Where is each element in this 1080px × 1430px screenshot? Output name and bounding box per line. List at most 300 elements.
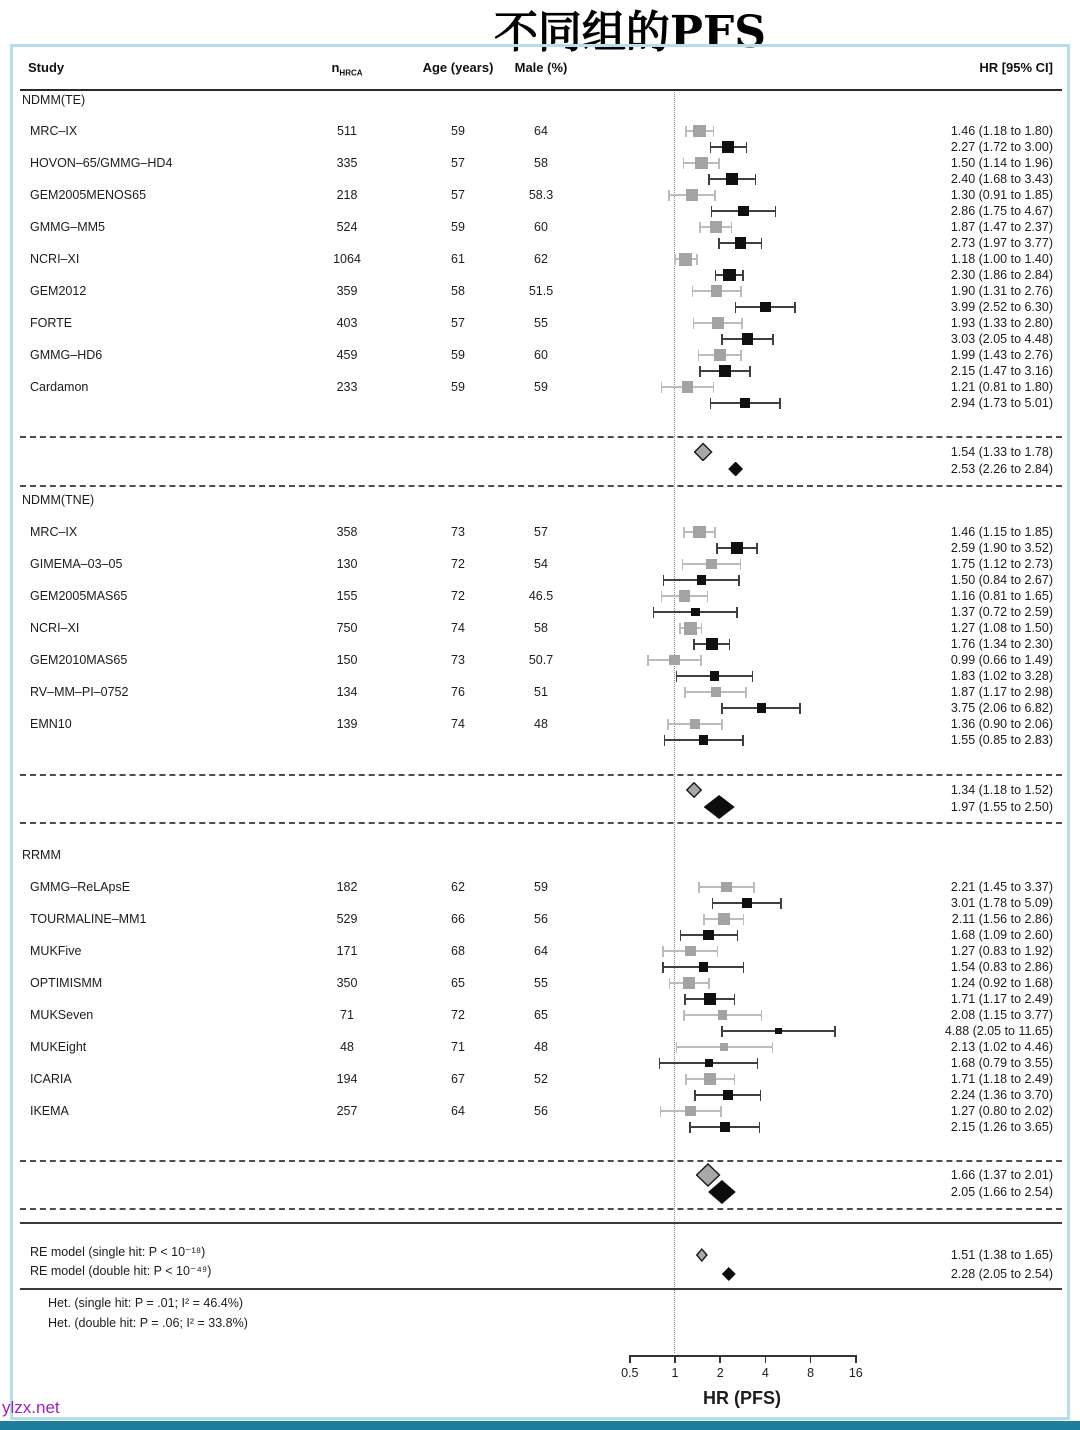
study-n-hrca: 71: [340, 1008, 354, 1022]
study-age: 64: [451, 1104, 465, 1118]
x-axis-tick: [855, 1355, 857, 1363]
hr-value-text: 2.11 (1.56 to 2.86): [951, 912, 1053, 926]
ci-cap-right: [700, 655, 702, 666]
x-axis-label: HR (PFS): [703, 1388, 781, 1408]
x-axis-tick: [629, 1355, 631, 1363]
ci-cap-right: [734, 994, 736, 1005]
point-estimate-square: [706, 638, 718, 650]
study-n-hrca: 335: [336, 156, 358, 170]
ci-cap-left: [710, 398, 712, 409]
point-estimate-square: [682, 381, 693, 392]
ci-cap-left: [715, 270, 717, 281]
ci-cap-left: [735, 302, 737, 313]
hr-value-text: 3.75 (2.06 to 6.82): [950, 701, 1053, 715]
point-estimate-square: [679, 590, 690, 601]
hr-value-text: 1.30 (0.91 to 1.85): [950, 188, 1053, 202]
hr-value-text: 1.21 (0.81 to 1.80): [950, 380, 1053, 394]
study-male-pct: 51.5: [528, 284, 554, 298]
x-axis-tick-label: 1: [671, 1366, 679, 1380]
point-estimate-square: [669, 655, 680, 666]
study-n-hrca: 134: [336, 685, 358, 699]
study-label: GIMEMA–03–05: [30, 557, 123, 571]
ci-cap-right: [756, 543, 758, 554]
point-estimate-square: [699, 735, 708, 744]
ci-cap-right: [720, 1106, 722, 1117]
ci-cap-left: [693, 639, 695, 650]
watermark: ylzx.net: [2, 1398, 60, 1417]
ci-cap-right: [737, 930, 739, 941]
hr-value-text: 2.86 (1.75 to 4.67): [950, 204, 1053, 218]
hr-value-text: 1.54 (0.83 to 2.86): [950, 960, 1053, 974]
study-age: 71: [451, 1040, 465, 1054]
ci-cap-left: [689, 1122, 691, 1133]
hr-value-text: 1.27 (0.80 to 2.02): [950, 1104, 1053, 1118]
ci-cap-left: [662, 946, 664, 957]
point-estimate-square: [718, 1010, 727, 1019]
point-estimate-square: [706, 559, 717, 570]
study-label: OPTIMISMM: [30, 976, 103, 990]
ci-cap-left: [703, 914, 705, 925]
ci-cap-right: [760, 1090, 762, 1101]
study-label: GEM2010MAS65: [30, 653, 128, 667]
study-age: 58: [451, 284, 465, 298]
ci-cap-right: [713, 382, 715, 393]
hr-value-text: 2.08 (1.15 to 3.77): [950, 1008, 1053, 1022]
hr-value-text: 1.37 (0.72 to 2.59): [950, 605, 1053, 619]
study-age: 59: [451, 220, 465, 234]
study-age: 59: [451, 124, 465, 138]
point-estimate-square: [722, 141, 734, 153]
ci-cap-left: [660, 1106, 662, 1117]
point-estimate-square: [718, 913, 730, 925]
ci-cap-left: [661, 382, 663, 393]
study-age: 73: [451, 653, 465, 667]
ci-cap-right: [743, 914, 745, 925]
ci-cap-left: [668, 190, 670, 201]
study-label: EMN10: [30, 717, 72, 731]
dashed-separator: [20, 1160, 1062, 1162]
dashed-separator: [20, 436, 1062, 438]
hr-value-text: 1.18 (1.00 to 1.40): [950, 252, 1053, 266]
study-n-hrca: 130: [336, 557, 358, 571]
hr-value-text: 2.94 (1.73 to 5.01): [950, 396, 1053, 410]
study-label: GMMG–HD6: [30, 348, 103, 362]
hr-value-text: 0.99 (0.66 to 1.49): [950, 653, 1053, 667]
re-model-label: RE model (double hit: P < 10⁻⁴⁹): [30, 1264, 212, 1278]
point-estimate-square: [775, 1028, 782, 1035]
ci-cap-right: [714, 190, 716, 201]
ci-cap-left: [669, 978, 671, 989]
point-estimate-square: [719, 365, 730, 376]
hr-value-text: 2.27 (1.72 to 3.00): [950, 140, 1053, 154]
study-n-hrca: 511: [337, 124, 357, 138]
ci-cap-left: [683, 1010, 685, 1021]
ci-cap-left: [659, 1058, 661, 1069]
ci-cap-left: [683, 158, 685, 169]
ci-cap-left: [708, 174, 710, 185]
ci-cap-left: [711, 206, 713, 217]
hr-value-text: 1.75 (1.12 to 2.73): [950, 557, 1053, 571]
column-header-study: Study: [28, 60, 65, 75]
point-estimate-square: [704, 1073, 715, 1084]
study-male-pct: 46.5: [528, 589, 554, 603]
study-n-hrca: 350: [336, 976, 358, 990]
point-estimate-square: [711, 687, 721, 697]
hr-value-text: 1.90 (1.31 to 2.76): [950, 284, 1053, 298]
point-estimate-square: [693, 125, 706, 138]
ci-cap-left: [685, 1074, 687, 1085]
ci-cap-right: [742, 735, 744, 746]
ci-cap-left: [662, 962, 664, 973]
ci-cap-left: [684, 687, 686, 698]
hr-value-text: 2.30 (1.86 to 2.84): [950, 268, 1053, 282]
hr-value-text: 1.34 (1.18 to 1.52): [950, 783, 1053, 797]
point-estimate-square: [685, 946, 696, 957]
ci-cap-right: [740, 350, 742, 361]
hr-value-text: 4.88 (2.05 to 11.65): [944, 1024, 1053, 1038]
point-estimate-square: [760, 302, 771, 313]
ci-cap-left: [721, 703, 723, 714]
study-label: MRC–IX: [30, 124, 78, 138]
column-header-nhrca: [297, 60, 397, 78]
ci-cap-right: [714, 527, 716, 538]
ci-cap-right: [729, 639, 731, 650]
study-label: GEM2012: [30, 284, 87, 298]
ci-cap-left: [676, 1042, 678, 1053]
ci-cap-right: [713, 126, 715, 137]
point-estimate-square: [684, 622, 697, 635]
ci-cap-right: [752, 671, 754, 682]
study-n-hrca: 233: [336, 380, 358, 394]
study-male-pct: 64: [534, 944, 548, 958]
ci-cap-left: [680, 930, 682, 941]
x-axis-tick-label: 0.5: [621, 1366, 639, 1380]
ci-cap-right: [779, 398, 781, 409]
study-label: NCRI–XI: [30, 252, 80, 266]
study-n-hrca: 529: [336, 912, 358, 926]
study-n-hrca: 403: [336, 316, 358, 330]
ci-cap-right: [707, 591, 709, 602]
point-estimate-square: [695, 157, 707, 169]
ci-cap-right: [741, 318, 743, 329]
dashed-separator: [20, 485, 1062, 487]
hr-value-text: 1.24 (0.92 to 1.68): [950, 976, 1053, 990]
study-n-hrca: 182: [336, 880, 358, 894]
study-age: 67: [451, 1072, 465, 1086]
point-estimate-square: [735, 237, 747, 249]
study-age: 72: [451, 589, 465, 603]
hr-value-text: 2.15 (1.47 to 3.16): [950, 364, 1053, 378]
study-n-hrca: 194: [336, 1072, 358, 1086]
hr-value-text: 1.68 (0.79 to 3.55): [950, 1056, 1053, 1070]
study-label: GMMG–MM5: [30, 220, 105, 234]
footer-divider-line: [20, 1288, 1062, 1290]
point-estimate-square: [742, 333, 753, 344]
ci-cap-left: [721, 1026, 723, 1037]
study-label: GEM2005MAS65: [30, 589, 128, 603]
hr-value-text: 1.46 (1.18 to 1.80): [950, 124, 1053, 138]
column-header-male: Male (%): [514, 60, 568, 75]
study-male-pct: 58.3: [528, 188, 554, 202]
study-label: MUKFive: [30, 944, 82, 958]
hr-value-text: 2.73 (1.97 to 3.77): [950, 236, 1053, 250]
ci-cap-left: [698, 350, 700, 361]
x-axis-tick: [719, 1355, 721, 1363]
study-male-pct: 54: [534, 557, 548, 571]
hr-value-text: 1.50 (0.84 to 2.67): [950, 573, 1053, 587]
ci-cap-left: [664, 735, 666, 746]
bottom-bar: [0, 1421, 1080, 1430]
point-estimate-square: [697, 575, 706, 584]
study-male-pct: 56: [534, 1104, 548, 1118]
point-estimate-square: [731, 542, 743, 554]
study-n-hrca: 48: [340, 1040, 354, 1054]
point-estimate-square: [691, 608, 700, 617]
ci-cap-left: [721, 334, 723, 345]
hr-value-text: 2.21 (1.45 to 3.37): [950, 880, 1053, 894]
hr-value-text: 1.27 (1.08 to 1.50): [950, 621, 1053, 635]
ci-cap-right: [772, 1042, 774, 1053]
study-age: 59: [451, 380, 465, 394]
hr-value-text: 1.71 (1.18 to 2.49): [950, 1072, 1053, 1086]
point-estimate-square: [690, 719, 701, 730]
hr-value-text: 1.68 (1.09 to 2.60): [950, 928, 1053, 942]
study-label: RV–MM–PI–0752: [30, 685, 129, 699]
ci-cap-left: [683, 527, 685, 538]
study-male-pct: 52: [534, 1072, 548, 1086]
ci-cap-left: [676, 671, 678, 682]
ci-cap-right: [761, 238, 763, 249]
x-axis-tick-label: 16: [848, 1366, 863, 1380]
ci-cap-left: [716, 543, 718, 554]
point-estimate-square: [703, 930, 714, 941]
x-axis-tick: [765, 1355, 767, 1363]
ci-cap-right: [780, 898, 782, 909]
ci-cap-right: [708, 978, 710, 989]
study-label: Cardamon: [30, 380, 89, 394]
ci-cap-left: [712, 898, 714, 909]
ci-cap-right: [718, 158, 720, 169]
ci-cap-left: [682, 559, 684, 570]
dashed-separator: [20, 822, 1062, 824]
point-estimate-square: [726, 173, 737, 184]
point-estimate-square: [714, 349, 726, 361]
ci-cap-left: [653, 607, 655, 618]
hr-value-text: 1.93 (1.33 to 2.80): [950, 316, 1053, 330]
point-estimate-square: [686, 189, 697, 200]
figure-title: 不同组的PFS: [493, 7, 767, 58]
point-estimate-square: [685, 1106, 695, 1116]
study-male-pct: 55: [534, 976, 548, 990]
ci-cap-right: [743, 962, 745, 973]
study-age: 57: [451, 316, 465, 330]
ci-cap-right: [734, 1074, 736, 1085]
ci-cap-right: [759, 1122, 761, 1133]
study-age: 73: [451, 525, 465, 539]
ci-cap-right: [717, 946, 719, 957]
study-male-pct: 60: [534, 220, 548, 234]
hr-value-text: 1.54 (1.33 to 1.78): [950, 445, 1053, 459]
ci-cap-left: [679, 623, 681, 634]
study-male-pct: 48: [534, 717, 548, 731]
heterogeneity-note: Het. (single hit: P = .01; I² = 46.4%): [48, 1296, 244, 1310]
hr-value-text: 2.13 (1.02 to 4.46): [950, 1040, 1053, 1054]
hr-value-text: 1.87 (1.47 to 2.37): [950, 220, 1053, 234]
hr-value-text: 2.53 (2.26 to 2.84): [950, 462, 1053, 476]
study-n-hrca: 139: [336, 717, 358, 731]
ci-cap-left: [693, 318, 695, 329]
point-estimate-square: [738, 206, 748, 216]
hr-value-text: 1.99 (1.43 to 2.76): [950, 348, 1053, 362]
study-n-hrca: 155: [336, 589, 358, 603]
point-estimate-square: [705, 1059, 713, 1067]
ci-cap-right: [731, 222, 733, 233]
study-n-hrca: 150: [336, 653, 358, 667]
study-label: FORTE: [30, 316, 73, 330]
hr-value-text: 2.28 (2.05 to 2.54): [950, 1267, 1053, 1281]
point-estimate-square: [723, 1090, 733, 1100]
x-axis-tick: [674, 1355, 676, 1363]
ci-cap-right: [761, 1010, 763, 1021]
hr-value-text: 1.87 (1.17 to 2.98): [950, 685, 1053, 699]
ci-cap-left: [694, 1090, 696, 1101]
dashed-separator: [20, 774, 1062, 776]
ci-cap-right: [753, 882, 755, 893]
hr-value-text: 3.01 (1.78 to 5.09): [950, 896, 1053, 910]
study-label: TOURMALINE–MM1: [30, 912, 147, 926]
study-male-pct: 56: [534, 912, 548, 926]
study-male-pct: 58: [534, 621, 548, 635]
column-header-age: Age (years): [422, 60, 494, 75]
study-male-pct: 58: [534, 156, 548, 170]
study-label: NCRI–XI: [30, 621, 80, 635]
study-n-hrca: 171: [336, 944, 358, 958]
x-axis-tick-label: 2: [716, 1366, 724, 1380]
study-n-hrca: 524: [336, 220, 358, 234]
hr-value-text: 3.03 (2.05 to 4.48): [950, 332, 1053, 346]
hr-value-text: 1.76 (1.34 to 2.30): [950, 637, 1053, 651]
study-n-hrca: 459: [336, 348, 358, 362]
hr-value-text: 3.99 (2.52 to 6.30): [950, 300, 1053, 314]
study-age: 68: [451, 944, 465, 958]
hr-value-text: 2.15 (1.26 to 3.65): [950, 1120, 1053, 1134]
hr-value-text: 1.36 (0.90 to 2.06): [950, 717, 1053, 731]
point-estimate-square: [721, 882, 732, 893]
hr-value-text: 1.46 (1.15 to 1.85): [950, 525, 1053, 539]
section-label: NDMM(TNE): [22, 493, 95, 507]
study-label: GEM2005MENOS65: [30, 188, 147, 202]
x-axis-tick-label: 4: [761, 1366, 769, 1380]
study-label: HOVON–65/GMMG–HD4: [30, 156, 173, 170]
hr-value-text: 2.05 (1.66 to 2.54): [950, 1185, 1053, 1199]
ci-cap-left: [718, 238, 720, 249]
hr-value-text: 2.59 (1.90 to 3.52): [950, 541, 1053, 555]
study-n-hrca: 218: [336, 188, 358, 202]
ci-cap-left: [661, 591, 663, 602]
ci-cap-left: [699, 222, 701, 233]
study-age: 72: [451, 1008, 465, 1022]
study-n-hrca: 257: [336, 1104, 358, 1118]
x-axis-tick-label: 8: [807, 1366, 815, 1380]
point-estimate-square: [720, 1122, 730, 1132]
heterogeneity-note: Het. (double hit: P = .06; I² = 33.8%): [48, 1316, 248, 1330]
ci-cap-right: [736, 607, 738, 618]
hr-value-text: 1.51 (1.38 to 1.65): [950, 1248, 1053, 1262]
study-label: MUKSeven: [30, 1008, 94, 1022]
point-estimate-square: [742, 898, 752, 908]
hr-value-text: 1.83 (1.02 to 3.28): [950, 669, 1053, 683]
study-age: 62: [451, 880, 465, 894]
column-header-hr: HR [95% CI]: [979, 60, 1053, 75]
point-estimate-square: [712, 317, 723, 328]
hr-value-text: 2.24 (1.36 to 3.70): [950, 1088, 1053, 1102]
point-estimate-square: [710, 221, 722, 233]
ci-cap-left: [692, 286, 694, 297]
point-estimate-square: [720, 1043, 728, 1051]
ci-cap-right: [721, 719, 723, 730]
study-age: 74: [451, 717, 465, 731]
study-male-pct: 48: [534, 1040, 548, 1054]
ci-cap-right: [740, 286, 742, 297]
study-label: MRC–IX: [30, 525, 78, 539]
header-rule: [20, 89, 1062, 91]
ci-cap-right: [799, 703, 801, 714]
hr-value-text: 1.27 (0.83 to 1.92): [950, 944, 1053, 958]
point-estimate-square: [710, 671, 719, 680]
study-age: 76: [451, 685, 465, 699]
point-estimate-square: [757, 703, 766, 712]
n-label: n: [331, 60, 340, 75]
ci-cap-right: [757, 1058, 759, 1069]
study-male-pct: 60: [534, 348, 548, 362]
ci-cap-right: [775, 206, 777, 217]
n-subscript: HRCA: [339, 68, 363, 78]
study-n-hrca: 359: [336, 284, 358, 298]
hr-value-text: 1.16 (0.81 to 1.65): [950, 589, 1053, 603]
ci-cap-right: [701, 623, 703, 634]
ci-cap-left: [698, 882, 700, 893]
study-male-pct: 64: [534, 124, 548, 138]
study-male-pct: 51: [534, 685, 548, 699]
ci-cap-right: [745, 687, 747, 698]
dashed-separator: [20, 1208, 1062, 1210]
study-male-pct: 62: [534, 252, 548, 266]
ci-cap-left: [685, 126, 687, 137]
point-estimate-square: [699, 962, 708, 971]
ci-cap-right: [746, 142, 748, 153]
study-male-pct: 50.7: [528, 653, 554, 667]
ci-cap-right: [772, 334, 774, 345]
point-estimate-square: [683, 977, 695, 989]
ci-cap-right: [749, 366, 751, 377]
study-n-hrca: 358: [336, 525, 358, 539]
ci-cap-right: [738, 575, 740, 586]
study-male-pct: 55: [534, 316, 548, 330]
ci-cap-right: [740, 559, 742, 570]
ci-cap-left: [710, 142, 712, 153]
study-age: 57: [451, 156, 465, 170]
hr-value-text: 1.97 (1.55 to 2.50): [950, 800, 1053, 814]
study-label: MUKEight: [30, 1040, 87, 1054]
section-label: RRMM: [22, 848, 61, 862]
section-divider-line: [20, 1222, 1062, 1224]
ci-cap-right: [755, 174, 757, 185]
study-male-pct: 59: [534, 880, 548, 894]
ci-cap-left: [699, 366, 701, 377]
study-male-pct: 57: [534, 525, 548, 539]
study-n-hrca: 1064: [333, 252, 361, 266]
study-age: 57: [451, 188, 465, 202]
